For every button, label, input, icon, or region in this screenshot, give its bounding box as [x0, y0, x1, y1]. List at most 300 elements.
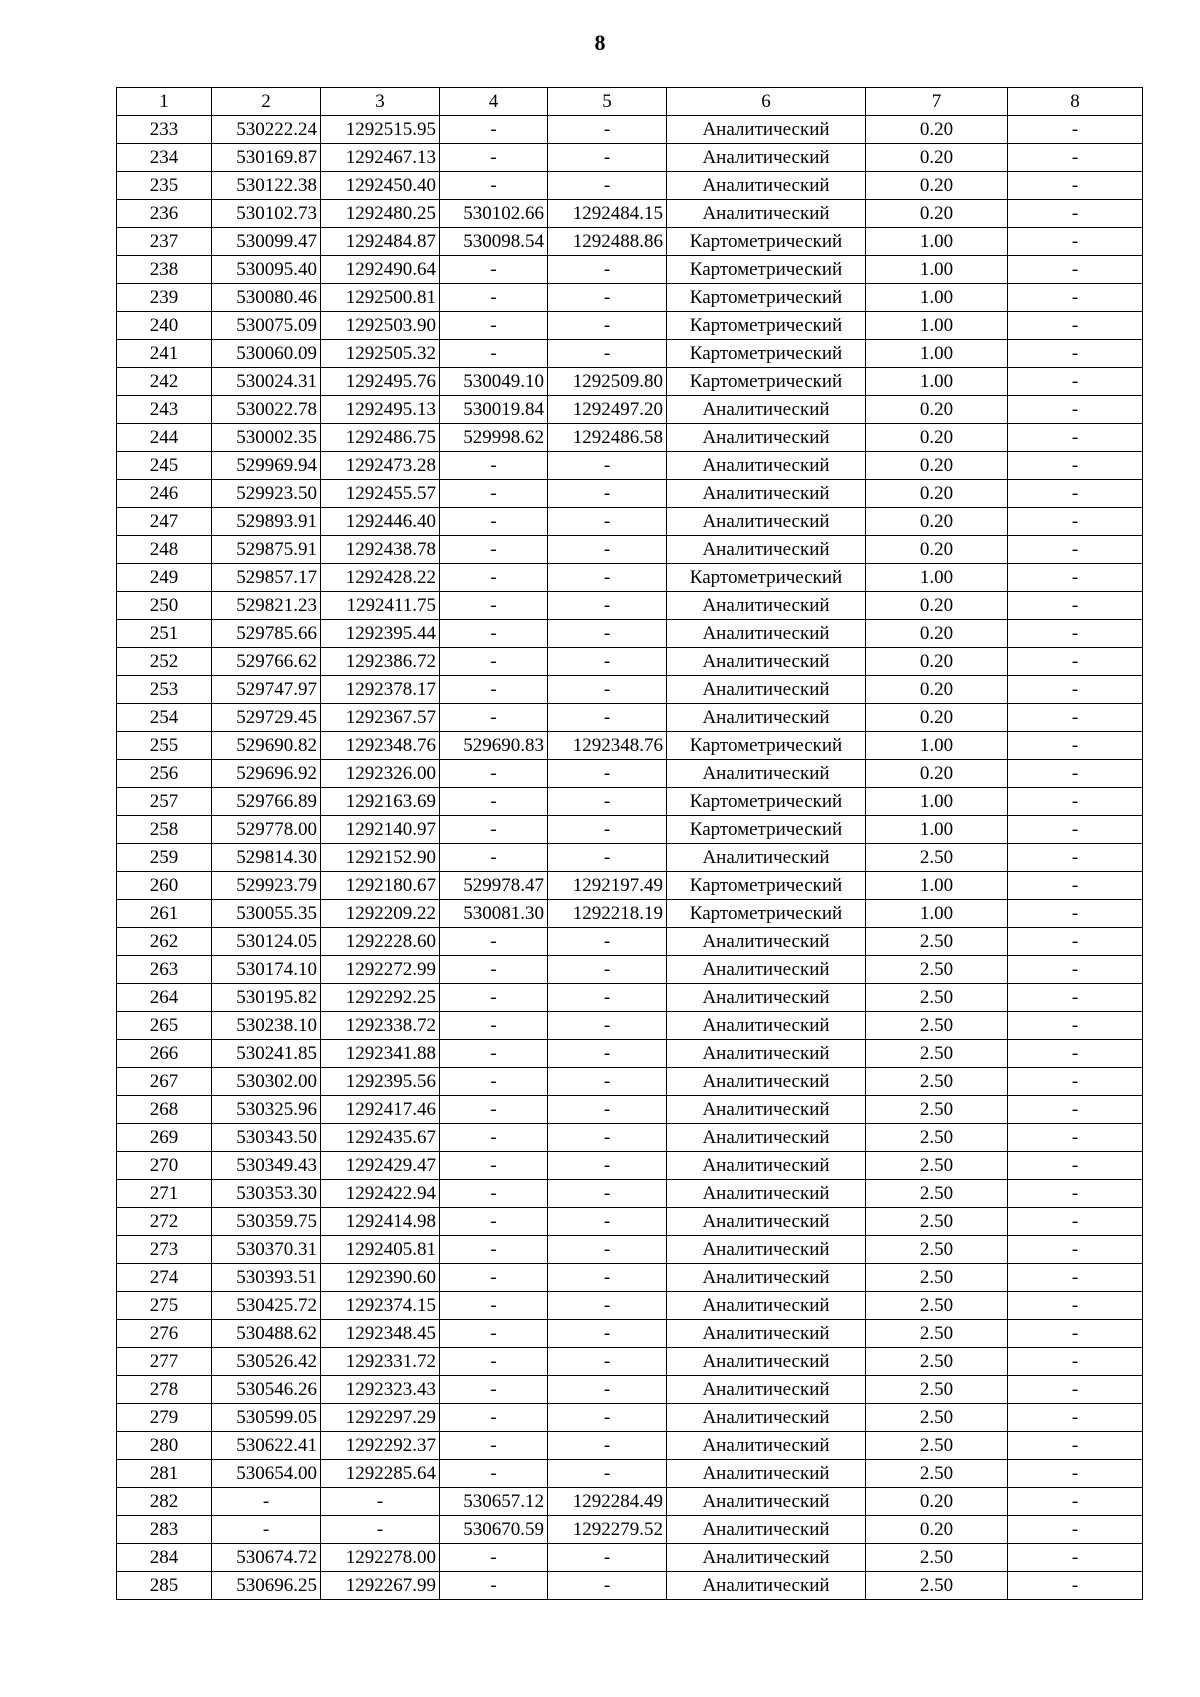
table-cell-col-7: 2.50: [866, 928, 1008, 956]
table-cell-col-7: 0.20: [866, 172, 1008, 200]
table-cell-col-8: -: [1008, 984, 1143, 1012]
table-cell-col-1: 277: [117, 1348, 212, 1376]
table-cell-col-5: -: [548, 1180, 667, 1208]
table-cell-col-7: 0.20: [866, 396, 1008, 424]
table-cell-col-2: 530325.96: [212, 1096, 321, 1124]
table-cell-col-4: -: [440, 1040, 548, 1068]
table-cell-col-4: -: [440, 116, 548, 144]
table-cell-col-8: -: [1008, 1012, 1143, 1040]
table-cell-col-8: -: [1008, 480, 1143, 508]
table-row: [117, 116, 1143, 144]
table-cell-col-3: 1292428.22: [321, 564, 440, 592]
table-cell-col-6: Аналитический: [667, 144, 866, 172]
table-cell-col-4: -: [440, 144, 548, 172]
table-cell-col-3: 1292484.87: [321, 228, 440, 256]
table-cell-col-4: -: [440, 312, 548, 340]
table-cell-col-8: -: [1008, 1208, 1143, 1236]
table-row: [117, 732, 1143, 760]
table-cell-col-2: 529778.00: [212, 816, 321, 844]
table-cell-col-7: 2.50: [866, 1432, 1008, 1460]
table-row: [117, 312, 1143, 340]
table-cell-col-4: 530019.84: [440, 396, 548, 424]
table-cell-col-6: Аналитический: [667, 956, 866, 984]
table-cell-col-1: 248: [117, 536, 212, 564]
table-cell-col-6: Аналитический: [667, 200, 866, 228]
table-cell-col-7: 2.50: [866, 1348, 1008, 1376]
table-cell-col-3: 1292473.28: [321, 452, 440, 480]
table-cell-col-4: -: [440, 1348, 548, 1376]
table-cell-col-7: 2.50: [866, 1096, 1008, 1124]
table-cell-col-8: -: [1008, 732, 1143, 760]
table-row: [117, 1124, 1143, 1152]
table-cell-col-8: -: [1008, 200, 1143, 228]
table-cell-col-1: 282: [117, 1488, 212, 1516]
table-cell-col-7: 0.20: [866, 760, 1008, 788]
table-cell-col-2: 530654.00: [212, 1460, 321, 1488]
table-cell-col-8: -: [1008, 1404, 1143, 1432]
table-cell-col-7: 2.50: [866, 1376, 1008, 1404]
table-cell-col-2: 530488.62: [212, 1320, 321, 1348]
table-cell-col-2: 530546.26: [212, 1376, 321, 1404]
table-cell-col-4: -: [440, 1096, 548, 1124]
column-header-5: 5: [548, 88, 667, 116]
column-header-4: 4: [440, 88, 548, 116]
header-row: [117, 88, 1143, 116]
table-cell-col-5: -: [548, 1572, 667, 1600]
table-cell-col-6: Аналитический: [667, 172, 866, 200]
table-cell-col-1: 243: [117, 396, 212, 424]
table-cell-col-7: 0.20: [866, 1516, 1008, 1544]
table-cell-col-1: 245: [117, 452, 212, 480]
table-cell-col-3: 1292435.67: [321, 1124, 440, 1152]
table-cell-col-2: 530370.31: [212, 1236, 321, 1264]
table-cell-col-1: 238: [117, 256, 212, 284]
table-cell-col-5: 1292484.15: [548, 200, 667, 228]
table-cell-col-7: 0.20: [866, 508, 1008, 536]
table-cell-col-2: 530195.82: [212, 984, 321, 1012]
table-cell-col-4: -: [440, 844, 548, 872]
table-cell-col-8: -: [1008, 1488, 1143, 1516]
table-cell-col-6: Аналитический: [667, 1040, 866, 1068]
table-cell-col-4: -: [440, 816, 548, 844]
table-cell-col-6: Аналитический: [667, 928, 866, 956]
table-cell-col-2: 530353.30: [212, 1180, 321, 1208]
table-cell-col-4: -: [440, 788, 548, 816]
table-cell-col-1: 259: [117, 844, 212, 872]
table-cell-col-4: -: [440, 956, 548, 984]
table-cell-col-2: 530002.35: [212, 424, 321, 452]
table-cell-col-6: Аналитический: [667, 648, 866, 676]
table-cell-col-8: -: [1008, 1068, 1143, 1096]
table-cell-col-4: -: [440, 340, 548, 368]
table-cell-col-6: Аналитический: [667, 116, 866, 144]
table-row: [117, 1264, 1143, 1292]
table-row: [117, 1544, 1143, 1572]
table-cell-col-2: 530124.05: [212, 928, 321, 956]
table-cell-col-5: -: [548, 1432, 667, 1460]
table-row: [117, 1572, 1143, 1600]
table-cell-col-2: 529969.94: [212, 452, 321, 480]
table-cell-col-6: Аналитический: [667, 1432, 866, 1460]
table-cell-col-5: -: [548, 1460, 667, 1488]
table-cell-col-8: -: [1008, 676, 1143, 704]
table-cell-col-2: 530622.41: [212, 1432, 321, 1460]
table-cell-col-6: Картометрический: [667, 732, 866, 760]
table-cell-col-3: 1292486.75: [321, 424, 440, 452]
table-cell-col-1: 260: [117, 872, 212, 900]
coordinates-table: [116, 87, 1143, 1600]
table-cell-col-3: 1292267.99: [321, 1572, 440, 1600]
table-cell-col-1: 274: [117, 1264, 212, 1292]
table-cell-col-1: 247: [117, 508, 212, 536]
table-cell-col-4: -: [440, 1180, 548, 1208]
table-cell-col-4: 529978.47: [440, 872, 548, 900]
table-cell-col-5: -: [548, 536, 667, 564]
table-cell-col-1: 272: [117, 1208, 212, 1236]
table-cell-col-3: 1292429.47: [321, 1152, 440, 1180]
table-cell-col-8: -: [1008, 1572, 1143, 1600]
table-cell-col-5: -: [548, 1124, 667, 1152]
table-cell-col-5: -: [548, 1152, 667, 1180]
table-cell-col-4: 530098.54: [440, 228, 548, 256]
table-cell-col-5: -: [548, 816, 667, 844]
table-cell-col-8: -: [1008, 396, 1143, 424]
table-cell-col-3: 1292500.81: [321, 284, 440, 312]
table-cell-col-2: 529857.17: [212, 564, 321, 592]
table-cell-col-3: 1292505.32: [321, 340, 440, 368]
table-cell-col-4: -: [440, 1208, 548, 1236]
table-cell-col-3: 1292395.44: [321, 620, 440, 648]
table-cell-col-7: 1.00: [866, 284, 1008, 312]
table-cell-col-8: -: [1008, 1292, 1143, 1320]
table-cell-col-4: -: [440, 1572, 548, 1600]
table-cell-col-6: Аналитический: [667, 984, 866, 1012]
table-cell-col-1: 241: [117, 340, 212, 368]
table-cell-col-3: 1292292.25: [321, 984, 440, 1012]
table-cell-col-4: -: [440, 1264, 548, 1292]
table-cell-col-5: -: [548, 704, 667, 732]
table-cell-col-3: 1292331.72: [321, 1348, 440, 1376]
table-cell-col-2: 529696.92: [212, 760, 321, 788]
table-cell-col-7: 2.50: [866, 956, 1008, 984]
table-cell-col-2: 530302.00: [212, 1068, 321, 1096]
table-cell-col-1: 251: [117, 620, 212, 648]
table-cell-col-8: -: [1008, 1544, 1143, 1572]
table-cell-col-3: 1292209.22: [321, 900, 440, 928]
table-cell-col-4: -: [440, 984, 548, 1012]
table-cell-col-2: 529875.91: [212, 536, 321, 564]
table-cell-col-7: 0.20: [866, 480, 1008, 508]
table-cell-col-1: 237: [117, 228, 212, 256]
table-cell-col-5: 1292497.20: [548, 396, 667, 424]
table-row: [117, 788, 1143, 816]
column-header-2: 2: [212, 88, 321, 116]
table-cell-col-5: -: [548, 564, 667, 592]
table-cell-col-1: 255: [117, 732, 212, 760]
table-row: [117, 1012, 1143, 1040]
table-cell-col-3: 1292515.95: [321, 116, 440, 144]
table-row: [117, 172, 1143, 200]
table-cell-col-8: -: [1008, 508, 1143, 536]
table-cell-col-3: 1292480.25: [321, 200, 440, 228]
table-row: [117, 1152, 1143, 1180]
table-cell-col-2: -: [212, 1516, 321, 1544]
table-row: [117, 1376, 1143, 1404]
table-cell-col-5: -: [548, 956, 667, 984]
table-cell-col-8: -: [1008, 228, 1143, 256]
table-cell-col-2: 530169.87: [212, 144, 321, 172]
table-cell-col-5: -: [548, 1348, 667, 1376]
table-cell-col-3: 1292450.40: [321, 172, 440, 200]
table-row: [117, 1180, 1143, 1208]
table-cell-col-8: -: [1008, 1432, 1143, 1460]
table-cell-col-6: Аналитический: [667, 1208, 866, 1236]
table-cell-col-8: -: [1008, 844, 1143, 872]
table-cell-col-8: -: [1008, 620, 1143, 648]
table-cell-col-5: -: [548, 1208, 667, 1236]
table-row: [117, 1348, 1143, 1376]
table-cell-col-7: 0.20: [866, 200, 1008, 228]
table-cell-col-7: 2.50: [866, 1236, 1008, 1264]
table-cell-col-3: 1292422.94: [321, 1180, 440, 1208]
column-header-7: 7: [866, 88, 1008, 116]
table-cell-col-5: -: [548, 1404, 667, 1432]
table-cell-col-5: -: [548, 676, 667, 704]
table-cell-col-3: 1292140.97: [321, 816, 440, 844]
table-cell-col-6: Картометрический: [667, 788, 866, 816]
table-cell-col-4: -: [440, 172, 548, 200]
table-cell-col-7: 2.50: [866, 1012, 1008, 1040]
table-cell-col-1: 239: [117, 284, 212, 312]
table-cell-col-7: 1.00: [866, 564, 1008, 592]
table-cell-col-8: -: [1008, 256, 1143, 284]
table-cell-col-4: -: [440, 1376, 548, 1404]
table-cell-col-5: -: [548, 788, 667, 816]
table-cell-col-4: 530670.59: [440, 1516, 548, 1544]
table-row: [117, 1320, 1143, 1348]
table-cell-col-7: 0.20: [866, 144, 1008, 172]
table-cell-col-5: -: [548, 984, 667, 1012]
page-number: 8: [594, 30, 606, 55]
table-cell-col-6: Аналитический: [667, 620, 866, 648]
table-cell-col-6: Картометрический: [667, 284, 866, 312]
table-cell-col-6: Аналитический: [667, 1376, 866, 1404]
table-cell-col-6: Аналитический: [667, 1012, 866, 1040]
table-cell-col-6: Аналитический: [667, 452, 866, 480]
table-cell-col-7: 1.00: [866, 368, 1008, 396]
table-cell-col-3: 1292285.64: [321, 1460, 440, 1488]
table-cell-col-8: -: [1008, 424, 1143, 452]
table-row: [117, 676, 1143, 704]
table-cell-col-7: 2.50: [866, 1068, 1008, 1096]
table-cell-col-3: 1292341.88: [321, 1040, 440, 1068]
table-cell-col-6: Картометрический: [667, 228, 866, 256]
table-cell-col-5: -: [548, 1012, 667, 1040]
table-cell-col-1: 263: [117, 956, 212, 984]
table-row: [117, 564, 1143, 592]
table-cell-col-5: -: [548, 508, 667, 536]
table-cell-col-1: 253: [117, 676, 212, 704]
table-cell-col-3: 1292495.13: [321, 396, 440, 424]
table-cell-col-7: 2.50: [866, 1180, 1008, 1208]
table-cell-col-1: 266: [117, 1040, 212, 1068]
table-cell-col-8: -: [1008, 144, 1143, 172]
table-cell-col-5: 1292279.52: [548, 1516, 667, 1544]
table-cell-col-4: -: [440, 1236, 548, 1264]
table-cell-col-2: -: [212, 1488, 321, 1516]
table-cell-col-4: -: [440, 256, 548, 284]
table-cell-col-8: -: [1008, 340, 1143, 368]
table-cell-col-3: 1292467.13: [321, 144, 440, 172]
table-cell-col-3: 1292297.29: [321, 1404, 440, 1432]
table-cell-col-7: 2.50: [866, 1264, 1008, 1292]
table-cell-col-8: -: [1008, 816, 1143, 844]
table-row: [117, 1040, 1143, 1068]
table-cell-col-5: -: [548, 1376, 667, 1404]
table-cell-col-2: 529766.89: [212, 788, 321, 816]
table-cell-col-4: -: [440, 676, 548, 704]
table-cell-col-2: 530222.24: [212, 116, 321, 144]
table-cell-col-4: 530657.12: [440, 1488, 548, 1516]
column-header-8: 8: [1008, 88, 1143, 116]
table-cell-col-4: 530049.10: [440, 368, 548, 396]
table-cell-col-7: 0.20: [866, 648, 1008, 676]
table-cell-col-5: -: [548, 1292, 667, 1320]
table-cell-col-7: 2.50: [866, 1572, 1008, 1600]
column-header-1: 1: [117, 88, 212, 116]
table-row: [117, 1460, 1143, 1488]
table-cell-col-2: 530359.75: [212, 1208, 321, 1236]
table-cell-col-4: -: [440, 564, 548, 592]
table-cell-col-7: 0.20: [866, 424, 1008, 452]
table-cell-col-8: -: [1008, 452, 1143, 480]
table-cell-col-2: 530122.38: [212, 172, 321, 200]
table-cell-col-4: -: [440, 1432, 548, 1460]
table-cell-col-8: -: [1008, 1376, 1143, 1404]
table-cell-col-6: Картометрический: [667, 368, 866, 396]
table-cell-col-4: -: [440, 1404, 548, 1432]
table-cell-col-2: 530174.10: [212, 956, 321, 984]
table-cell-col-1: 280: [117, 1432, 212, 1460]
table-cell-col-1: 262: [117, 928, 212, 956]
table-cell-col-1: 252: [117, 648, 212, 676]
table-cell-col-1: 276: [117, 1320, 212, 1348]
table-cell-col-1: 278: [117, 1376, 212, 1404]
table-cell-col-2: 529729.45: [212, 704, 321, 732]
table-cell-col-4: -: [440, 480, 548, 508]
table-cell-col-6: Аналитический: [667, 536, 866, 564]
table-cell-col-7: 0.20: [866, 452, 1008, 480]
table-cell-col-5: -: [548, 648, 667, 676]
table-cell-col-2: 529893.91: [212, 508, 321, 536]
table-row: [117, 928, 1143, 956]
table-cell-col-2: 530022.78: [212, 396, 321, 424]
table-cell-col-6: Аналитический: [667, 844, 866, 872]
table-cell-col-5: -: [548, 1320, 667, 1348]
table-cell-col-1: 284: [117, 1544, 212, 1572]
table-cell-col-2: 530075.09: [212, 312, 321, 340]
table-cell-col-2: 530060.09: [212, 340, 321, 368]
table-row: [117, 396, 1143, 424]
table-cell-col-5: -: [548, 256, 667, 284]
table-cell-col-4: -: [440, 1544, 548, 1572]
table-cell-col-6: Картометрический: [667, 256, 866, 284]
table-cell-col-3: 1292411.75: [321, 592, 440, 620]
table-cell-col-3: 1292228.60: [321, 928, 440, 956]
table-cell-col-8: -: [1008, 368, 1143, 396]
table-cell-col-1: 256: [117, 760, 212, 788]
table-cell-col-7: 2.50: [866, 1544, 1008, 1572]
table-cell-col-7: 0.20: [866, 592, 1008, 620]
table-cell-col-2: 530241.85: [212, 1040, 321, 1068]
table-cell-col-2: 530599.05: [212, 1404, 321, 1432]
table-cell-col-2: 530349.43: [212, 1152, 321, 1180]
table-cell-col-7: 1.00: [866, 312, 1008, 340]
table-cell-col-5: 1292509.80: [548, 368, 667, 396]
table-cell-col-5: -: [548, 592, 667, 620]
table-cell-col-1: 257: [117, 788, 212, 816]
table-cell-col-7: 1.00: [866, 872, 1008, 900]
table-cell-col-4: -: [440, 1012, 548, 1040]
table-cell-col-1: 283: [117, 1516, 212, 1544]
table-cell-col-8: -: [1008, 1152, 1143, 1180]
table-cell-col-4: -: [440, 760, 548, 788]
table-cell-col-4: -: [440, 1124, 548, 1152]
table-cell-col-8: -: [1008, 592, 1143, 620]
table-cell-col-6: Аналитический: [667, 704, 866, 732]
table-cell-col-8: -: [1008, 1096, 1143, 1124]
table-row: [117, 368, 1143, 396]
table-cell-col-7: 0.20: [866, 676, 1008, 704]
table-cell-col-1: 268: [117, 1096, 212, 1124]
table-cell-col-5: -: [548, 1096, 667, 1124]
table-cell-col-1: 264: [117, 984, 212, 1012]
table-cell-col-2: 530526.42: [212, 1348, 321, 1376]
table-cell-col-4: -: [440, 1068, 548, 1096]
table-cell-col-2: 530674.72: [212, 1544, 321, 1572]
table-cell-col-2: 530095.40: [212, 256, 321, 284]
table-cell-col-6: Аналитический: [667, 1236, 866, 1264]
table-cell-col-4: -: [440, 1460, 548, 1488]
column-header-6: 6: [667, 88, 866, 116]
table-row: [117, 1208, 1143, 1236]
table-cell-col-1: 249: [117, 564, 212, 592]
table-cell-col-7: 1.00: [866, 788, 1008, 816]
table-row: [117, 620, 1143, 648]
table-cell-col-4: -: [440, 648, 548, 676]
table-cell-col-1: 270: [117, 1152, 212, 1180]
table-row: [117, 1096, 1143, 1124]
table-cell-col-8: -: [1008, 956, 1143, 984]
table-cell-col-3: 1292446.40: [321, 508, 440, 536]
table-cell-col-8: -: [1008, 1264, 1143, 1292]
table-cell-col-7: 0.20: [866, 1488, 1008, 1516]
table-cell-col-5: -: [548, 1544, 667, 1572]
table-row: [117, 844, 1143, 872]
table-cell-col-7: 2.50: [866, 984, 1008, 1012]
table-cell-col-5: 1292197.49: [548, 872, 667, 900]
table-cell-col-7: 1.00: [866, 900, 1008, 928]
table-row: [117, 760, 1143, 788]
table-cell-col-4: -: [440, 1152, 548, 1180]
table-row: [117, 1292, 1143, 1320]
table-cell-col-1: 285: [117, 1572, 212, 1600]
table-cell-col-5: -: [548, 1040, 667, 1068]
table-cell-col-2: 530393.51: [212, 1264, 321, 1292]
table-cell-col-8: -: [1008, 928, 1143, 956]
table-cell-col-8: -: [1008, 564, 1143, 592]
table-cell-col-3: 1292490.64: [321, 256, 440, 284]
